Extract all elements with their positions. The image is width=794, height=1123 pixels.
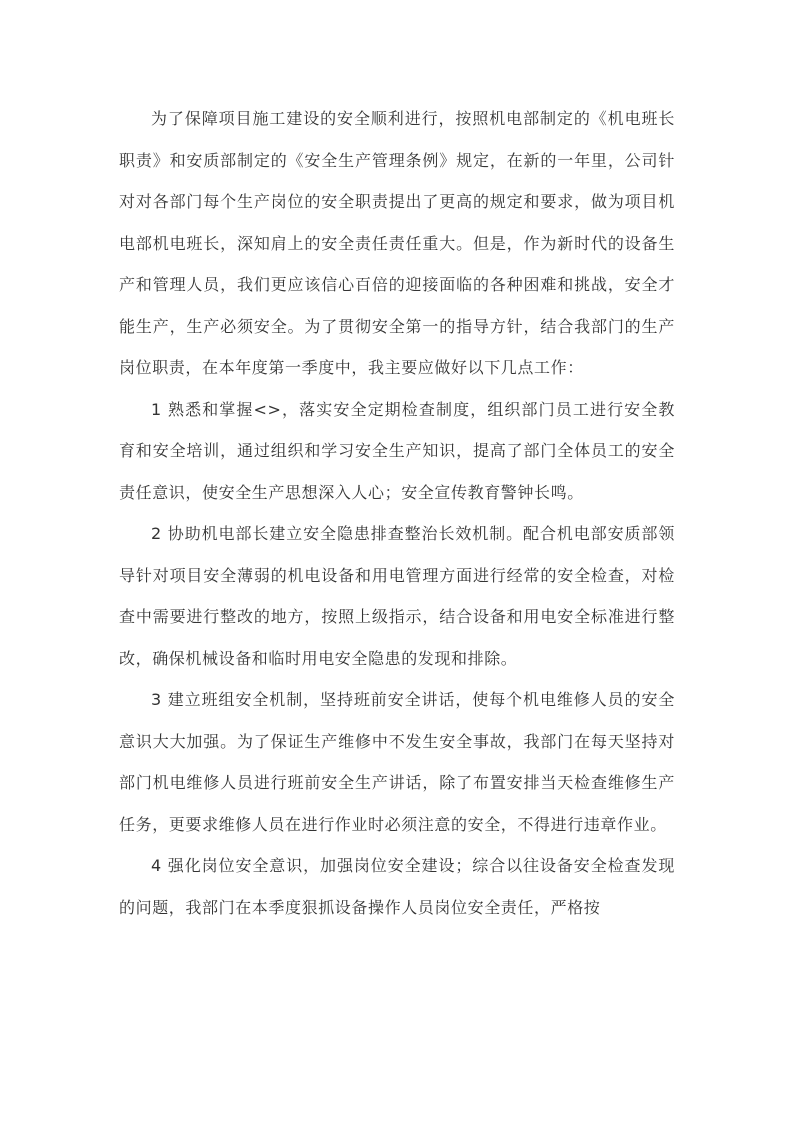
paragraph-item-4: 4 强化岗位安全意识，加强岗位安全建设；综合以往设备安全检查发现的问题，我部门在本季度狠抓设备操作人员岗位安全责任，严格按 [119,856,675,917]
paragraph-item-1: 1 熟悉和掌握<>，落实安全定期检查制度，组织部门员工进行安全教育和安全培训，通过组织和学习安全生产知识，提高了部门全体员工的安全责任意识，使安全生产思想深入人心；安全宣传教育警钟长鸣。 [119,399,675,502]
paragraph-item-2: 2 协助机电部长建立安全隐患排查整治长效机制。配合机电部安质部领导针对项目安全薄弱的机电设备和用电管理方面进行经常的安全检查，对检查中需要进行整改的地方，按照上级指示，结合设备和用电安全标准进行整改，确保机械设备和临时用电安全隐患的发现和排除。 [119,524,675,668]
paragraph-intro: 为了保障项目施工建设的安全顺利进行，按照机电部制定的《机电班长职责》和安质部制定的《安全生产管理条例》规定，在新的一年里，公司针对对各部门每个生产岗位的安全职责提出了更高的规定和要求，做为项目机电部机电班长，深知肩上的安全责任责任重大。但是，作为新时代的设备生产和管理人员，我们更应该信心百倍的迎接面临的各种困难和挑战，安全才能生产，生产必须安全。为了贯彻安全第一的指导方针，结合我部门的生产岗位职责，在本年度第一季度中，我主要应做好以下几点工作： [119,109,675,377]
document-body [119,98,675,928]
paragraph-item-3: 3 建立班组安全机制，坚持班前安全讲话，使每个机电维修人员的安全意识大大加强。为了保证生产维修中不发生安全事故，我部门在每天坚持对部门机电维修人员进行班前安全生产讲话，除了布置安排当天检查维修生产任务，更要求维修人员在进行作业时必须注意的安全，不得进行违章作业。 [119,690,675,834]
